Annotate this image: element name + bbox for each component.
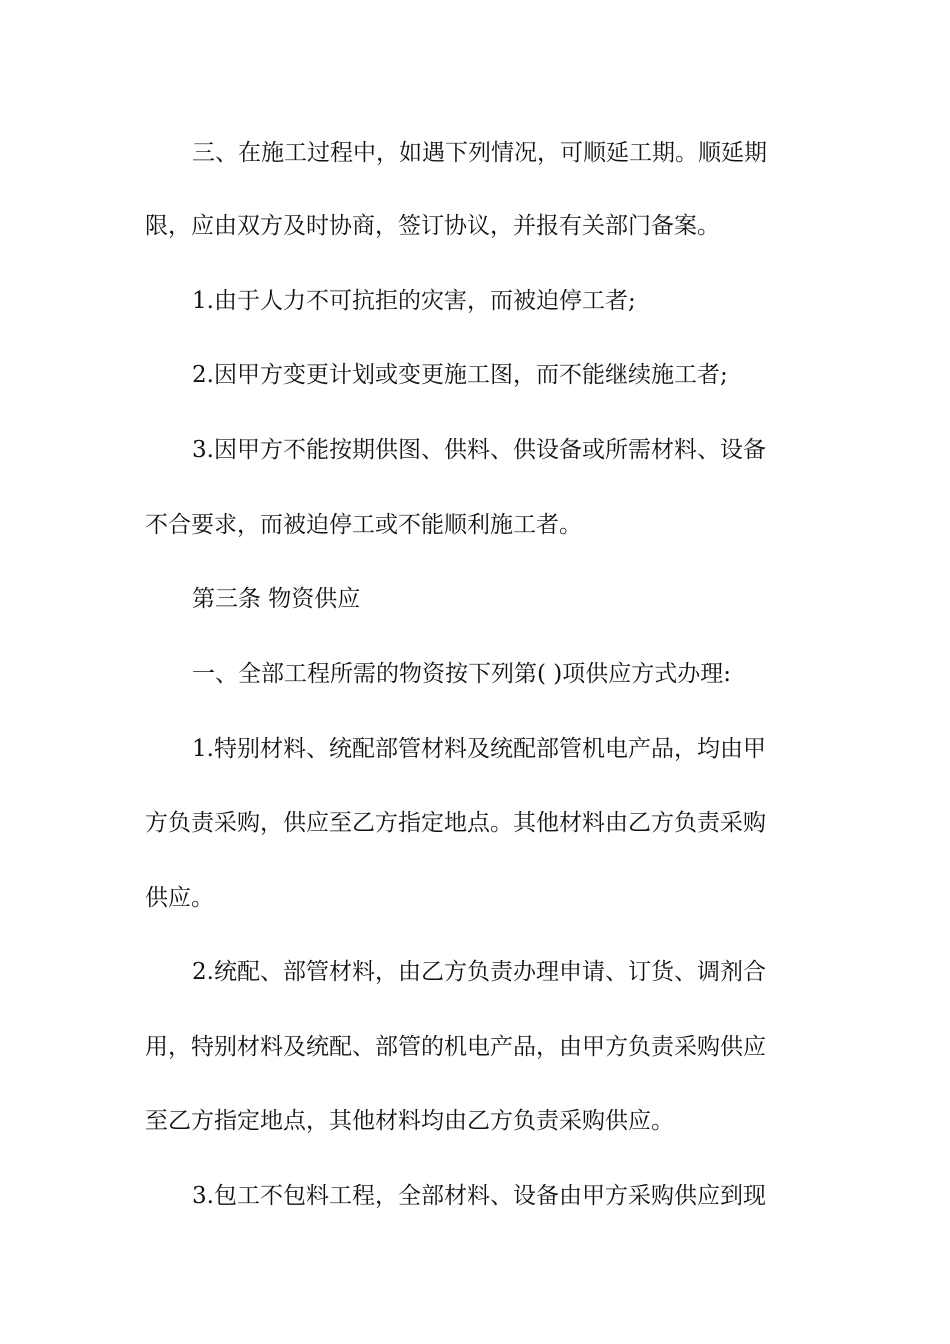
paragraph-line: 用，特别材料及统配、部管的机电产品，由甲方负责采购供应 <box>145 1034 766 1060</box>
paragraph-line: 至乙方指定地点，其他材料均由乙方负责采购供应。 <box>145 1108 674 1134</box>
list-item: 2.因甲方变更计划或变更施工图，而不能继续施工者; <box>192 362 728 388</box>
section-heading: 第三条 物资供应 <box>192 586 361 612</box>
list-item: 1.特别材料、统配部管材料及统配部管机电产品，均由甲 <box>192 736 766 762</box>
paragraph-line: 供应。 <box>145 885 214 911</box>
paragraph-line: 限，应由双方及时协商，签订协议，并报有关部门备案。 <box>145 213 720 239</box>
list-item: 3.因甲方不能按期供图、供料、供设备或所需材料、设备 <box>192 437 766 463</box>
paragraph-line: 不合要求，而被迫停工或不能顺利施工者。 <box>145 512 582 538</box>
paragraph-line: 方负责采购，供应至乙方指定地点。其他材料由乙方负责采购 <box>145 810 766 836</box>
paragraph-line: 三、在施工过程中，如遇下列情况，可顺延工期。顺延期 <box>192 140 767 166</box>
list-item: 1.由于人力不可抗拒的灾害，而被迫停工者; <box>192 288 636 314</box>
paragraph-line: 一、全部工程所需的物资按下列第( )项供应方式办理: <box>192 661 732 687</box>
list-item: 3.包工不包料工程，全部材料、设备由甲方采购供应到现 <box>192 1183 766 1209</box>
list-item: 2.统配、部管材料，由乙方负责办理申请、订货、调剂合 <box>192 959 766 985</box>
